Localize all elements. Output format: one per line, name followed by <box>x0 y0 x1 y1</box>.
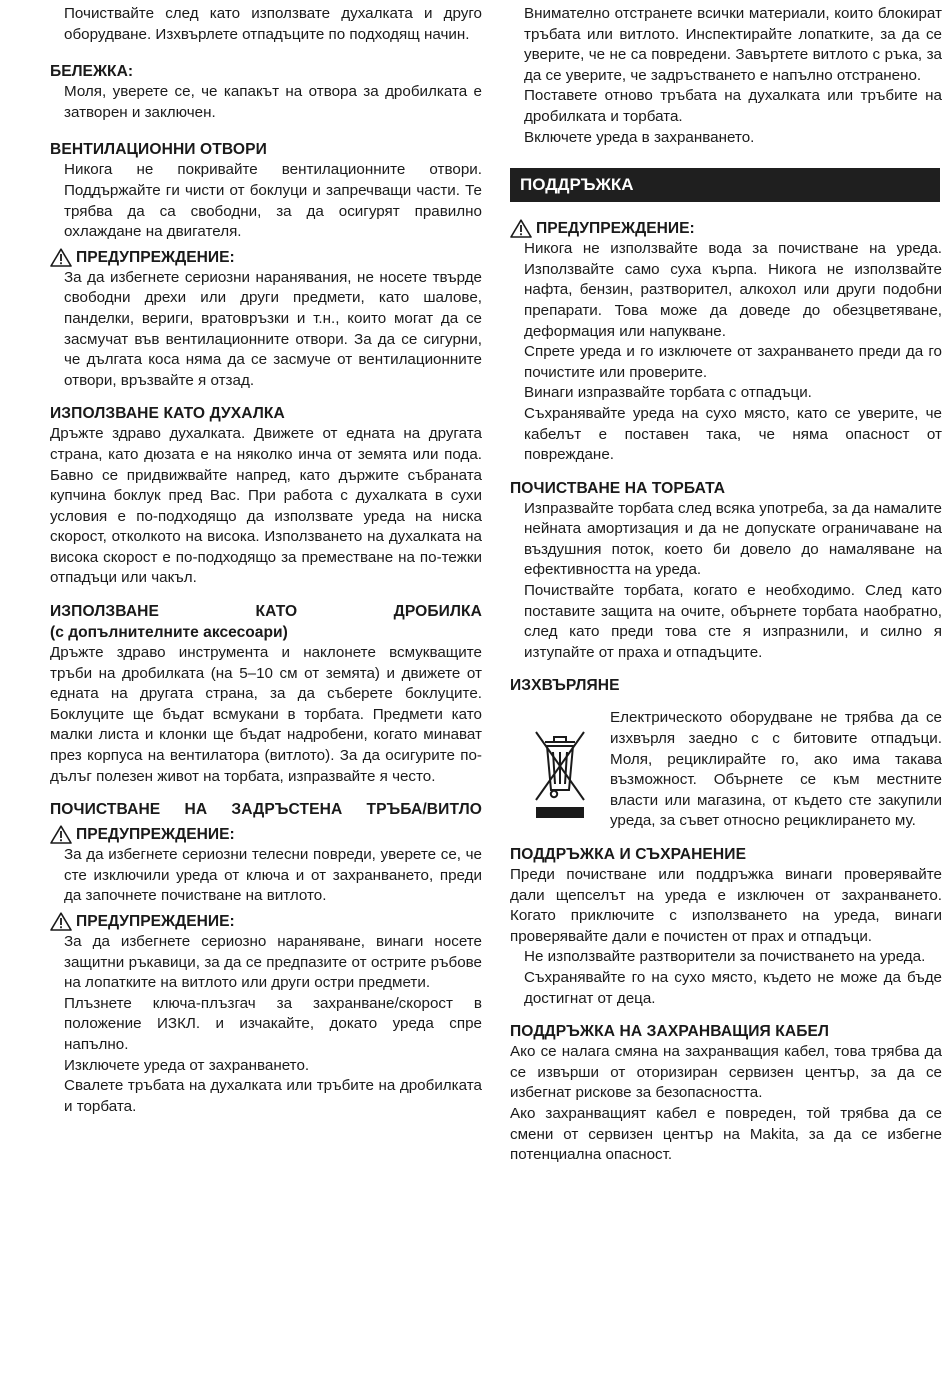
clogged-step1: Плъзнете ключа-плъзгач за захранване/скорост в положение ИЗКЛ. и изчакайте, докато уреда спре напълно. <box>64 994 482 1053</box>
clogged-step6: Включете уреда в захранването. <box>524 128 755 146</box>
shredder-heading: ИЗПОЛЗВАНЕ КАТО ДРОБИЛКА <box>50 603 482 621</box>
vents-warning-heading <box>50 247 482 268</box>
disposal-icon-wrap <box>510 708 610 820</box>
cable-p2: Ако захранващият кабел е повреден, той трябва да се смени от сервизен център на Makita, за да се избегне потенциална опасност. <box>510 1104 942 1164</box>
shredder-text: Дръжте здраво инструмента и наклонете всмукващите тръби на дробилката (на 5–10 см от земята) и движете от едната на другата страна, за да съберете боклуците. Боклуците ще бъдат всмукани в торбата. Предмети като малки листа и клонки ще бъдат надробени, когато минават през корпуса на вентилатора (витлото). За да осигурите по-дълъг полезен живот на торбата, изпразвайте я често. <box>50 644 482 785</box>
blower-text: Дръжте здраво духалката. Движете от едната на другата страна, като дюзата е на няколко инча от земята или пода. Бавно се придвижвайте напред, като държите събраната купчина боклук пред Вас. При работа с духалката в сухи условия е по-подходящо да използвате уреда на ниска скорост, отколкото на висока. Използването на духалката на висока скорост е по-подходящо за преместване на по-тежки отпадъци или чакъл. <box>50 425 482 587</box>
maintenance-warning-text: Никога не използвайте вода за почистване на уреда. Използвайте само суха кърпа. Никога не използвайте нафта, бензин, разтворител, алкохол или други подобни препарати. Това може да доведе до обезцветяване, деформация или напукване. <box>524 240 942 340</box>
right-column <box>510 4 942 1166</box>
vents-heading: ВЕНТИЛАЦИОННИ ОТВОРИ <box>50 141 267 159</box>
disposal-text: Електрическото оборудване не трябва да се изхвърля заедно с с битовите отпадъци. Моля, рециклирайте го, ако има такава възможност. Обърнете се към местните власти или магазина, от където сте закупили уреда, за съвет относно рециклирането му. <box>610 709 942 830</box>
warning-triangle-icon <box>50 248 72 267</box>
storage-p2: Не използвайте разтворители за почистването на уреда. <box>524 948 926 966</box>
warning-triangle-icon <box>50 825 72 844</box>
disposal-block <box>510 708 942 832</box>
vents-warning-label: ПРЕДУПРЕЖДЕНИЕ: <box>76 248 235 266</box>
maintenance-section-bar: ПОДДРЪЖКА <box>510 168 940 202</box>
storage-p3: Съхранявайте го на сухо място, където не може да бъде достигнат от деца. <box>524 968 942 1007</box>
note-heading: БЕЛЕЖКА: <box>50 63 134 81</box>
bag-cleaning-p1: Изпразвайте торбата след всяка употреба, за да намалите нейната амортизация и да не допускате ограничаване на въздушния поток, което би довело до намаляване на ефективността на уреда. <box>524 499 942 579</box>
clogged-step3: Свалете тръбата на духалката или тръбите на дробилката и торбата. <box>64 1077 482 1115</box>
blower-heading: ИЗПОЛЗВАНЕ КАТО ДУХАЛКА <box>50 405 285 423</box>
maintenance-p3: Винаги изпразвайте торбата с отпадъци. <box>524 384 812 402</box>
clogged-heading: ПОЧИСТВАНЕ НА ЗАДРЪСТЕНА ТРЪБА/ВИТЛО <box>50 801 482 819</box>
storage-p1: Преди почистване или поддръжка винаги проверявайте дали щепселът на уреда е изключен от захранването. Когато приключите с използването на уреда, винаги проверявайте дали е почистен от прах и отпадъци. <box>510 866 942 945</box>
note-text: Моля, уверете се, че капакът на отвора за дробилката е затворен и заключен. <box>64 83 482 121</box>
clogged-step4: Внимателно отстранете всички материали, които блокират тръбата или витлото. Инспектирайте лопатките, за да се уверите, че не са повредени. Завъртете витлото с ръка, за да се уверите, че задръстването е напълно отстранено. <box>524 5 942 84</box>
clogged-step2: Изключете уреда от захранването. <box>64 1056 310 1074</box>
maintenance-warning-label: ПРЕДУПРЕЖДЕНИЕ: <box>536 220 695 238</box>
clogged-warning1-heading <box>50 824 482 845</box>
clogged-warning2-text: За да избегнете сериозно нараняване, винаги носете защитни ръкавици, за да се предпазите от острите ръбове на лопатките на витлото или други остри предмети. <box>64 933 482 992</box>
clogged-warning2-heading <box>50 911 482 932</box>
weee-crossed-bin-icon <box>532 728 588 820</box>
vents-text: Никога не покривайте вентилационните отвори. Поддържайте ги чисти от боклуци и запречващи части. Те трябва да са свободни, за да осигурят правилно охлаждане на двигателя. <box>64 161 482 241</box>
disposal-heading: ИЗХВЪРЛЯНЕ <box>510 677 620 695</box>
shredder-subheading: (с допълнителните аксесоари) <box>50 624 288 642</box>
clogged-warning1-text: За да избегнете сериозни телесни повреди, уверете се, че сте изключили уреда от ключа и от захранването, преди да започнете почистване на витлото. <box>64 846 482 905</box>
storage-heading: ПОДДРЪЖКА И СЪХРАНЕНИЕ <box>510 846 747 863</box>
vents-warning-text: За да избегнете сериозни наранявания, не носете твърде свободни дрехи или други предмети, като шалове, панделки, вериги, вратовръзки и т.н., които могат да се засмучат във вентилационните отвори. За да се сигурни, че дългата коса няма да се засмуче от вентилационните отвори, връзвайте я отзад. <box>64 268 482 389</box>
clogged-step5: Поставете отново тръбата на духалката или тръбите на дробилката и торбата. <box>524 87 942 125</box>
clogged-warning1-label: ПРЕДУПРЕЖДЕНИЕ: <box>76 826 235 844</box>
intro-paragraph: Почиствайте след като използвате духалката и друго оборудване. Изхвърлете отпадъците по подходящ начин. <box>64 5 482 43</box>
bag-cleaning-heading: ПОЧИСТВАНЕ НА ТОРБАТА <box>510 479 726 497</box>
bag-cleaning-p2: Почиствайте торбата, когато е необходимо. След като поставите защита на очите, обърнете торбата наобратно, след като преди това сте я изпразнили, и силно я изтупайте от праха и отпадъците. <box>524 582 942 661</box>
warning-triangle-icon <box>50 912 72 931</box>
clogged-warning2-label: ПРЕДУПРЕЖДЕНИЕ: <box>76 913 235 930</box>
maintenance-warning-heading <box>510 218 942 239</box>
maintenance-p2: Спрете уреда и го изключете от захранването преди да го почистите или проверите. <box>524 343 942 381</box>
warning-triangle-icon <box>510 219 532 238</box>
cable-p1: Ако се налага смяна на захранващия кабел, това трябва да се извърши от оторизиран сервизен център, за да се избегнат рискове за безопасността. <box>510 1043 942 1102</box>
left-column <box>50 4 482 1117</box>
cable-heading: ПОДДРЪЖКА НА ЗАХРАНВАЩИЯ КАБЕЛ <box>510 1023 830 1041</box>
maintenance-p4: Съхранявайте уреда на сухо място, като се уверите, че кабелът е поставен така, че няма опасност от повреждане. <box>524 404 942 464</box>
